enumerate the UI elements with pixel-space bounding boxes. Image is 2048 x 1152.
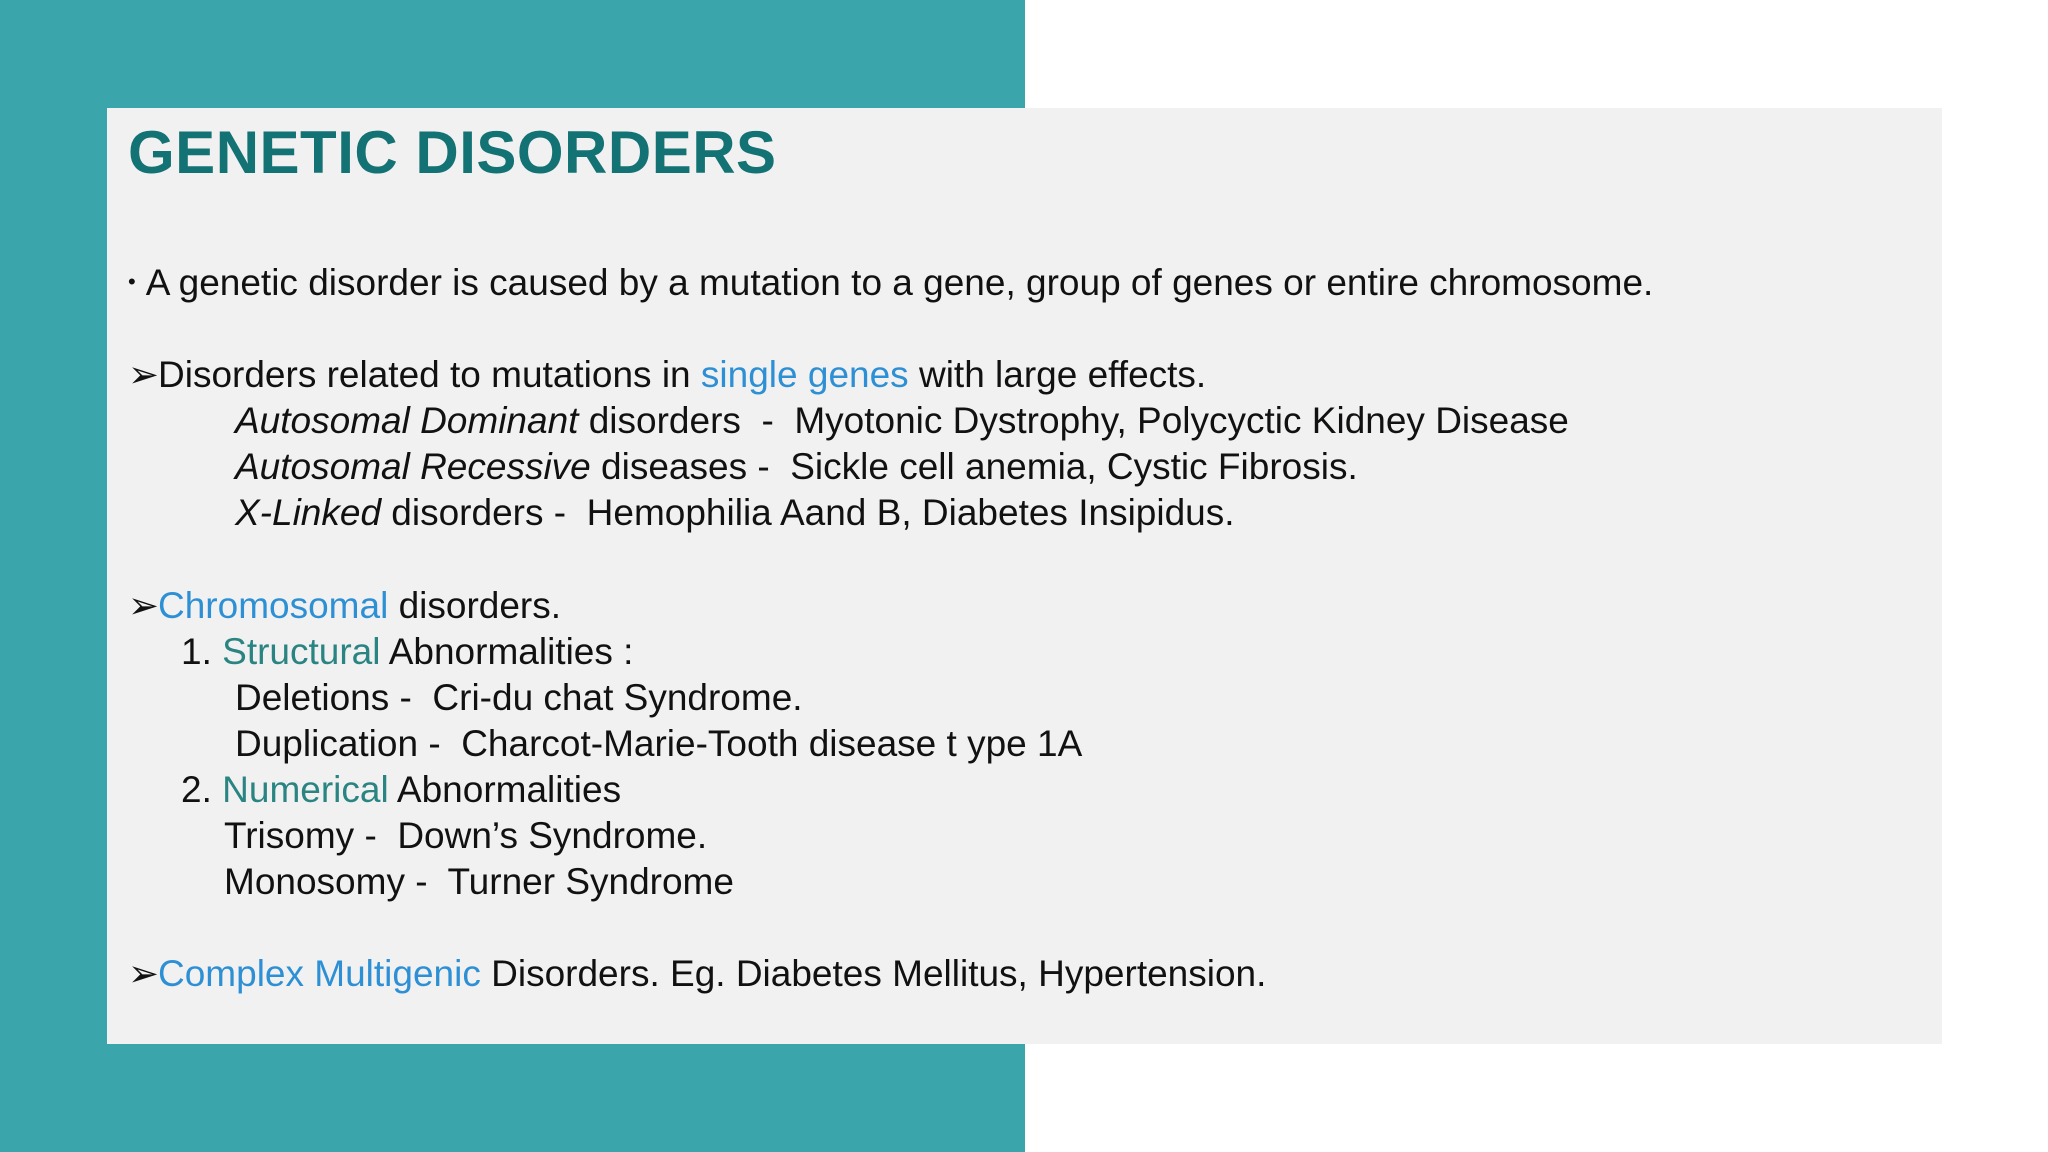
inheritance-type: Autosomal Dominant [235, 400, 579, 441]
structural-highlight: Structural [222, 631, 381, 672]
inheritance-type: X-Linked [235, 492, 382, 533]
arrow-bullet-icon: ➢ [128, 354, 160, 395]
single-gene-item [235, 398, 1569, 444]
complex-text-after: Disorders. Eg. Diabetes Mellitus, Hypertension. [480, 953, 1267, 994]
list-number: 2. [181, 769, 223, 810]
arrow-bullet-icon: ➢ [128, 953, 160, 994]
complex-heading [128, 951, 1266, 997]
numerical-highlight: Numerical [222, 769, 389, 810]
single-genes-highlight: single genes [700, 354, 909, 395]
inheritance-type: Autosomal Recessive [235, 446, 591, 487]
disorder-examples: disorders - Myotonic Dystrophy, Polycyctic Kidney Disease [578, 400, 1569, 441]
single-gene-item [235, 444, 1358, 490]
structural-text-after: Abnormalities : [380, 631, 634, 672]
chromosomal-text-after: disorders. [388, 585, 562, 626]
arrow-bullet-icon: ➢ [128, 585, 160, 626]
disorder-examples: disorders - Hemophilia Aand B, Diabetes Insipidus. [381, 492, 1235, 533]
chromosomal-heading [128, 583, 561, 629]
single-genes-heading [128, 352, 1206, 398]
intro-text: A genetic disorder is caused by a mutation to a gene, group of genes or entire chromosome. [145, 262, 1654, 303]
intro-bullet-line [128, 260, 1653, 311]
bullet-dot: • [128, 269, 136, 294]
single-gene-item [235, 490, 1235, 536]
disorder-examples: diseases - Sickle cell anemia, Cystic Fibrosis. [590, 446, 1358, 487]
structural-item: Deletions - Cri-du chat Syndrome. [235, 677, 803, 718]
list-number: 1. [181, 631, 223, 672]
single-genes-text-before: Disorders related to mutations in [158, 354, 701, 395]
complex-highlight: Complex Multigenic [158, 953, 481, 994]
chromosomal-highlight: Chromosomal [158, 585, 389, 626]
slide-title: GENETIC DISORDERS [128, 119, 777, 186]
structural-item: Duplication - Charcot-Marie-Tooth disease t ype 1A [235, 723, 1083, 764]
structural-heading [181, 629, 633, 675]
numerical-item: Monosomy - Turner Syndrome [224, 861, 734, 902]
numerical-text-after: Abnormalities [388, 769, 622, 810]
single-genes-text-after: with large effects. [908, 354, 1207, 395]
numerical-heading [181, 767, 621, 813]
numerical-item: Trisomy - Down’s Syndrome. [224, 815, 708, 856]
